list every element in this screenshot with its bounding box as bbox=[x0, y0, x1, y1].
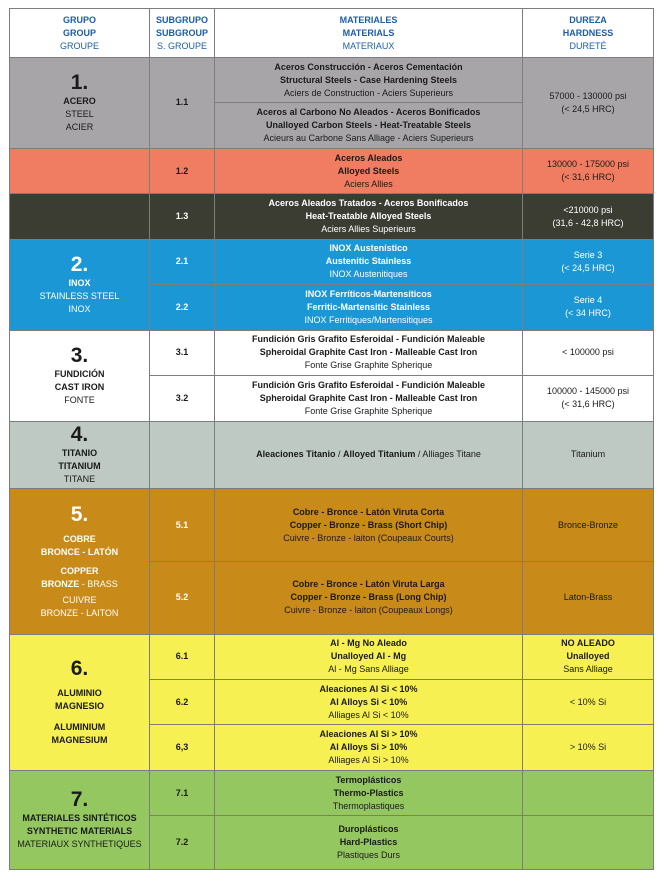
material-cell bbox=[215, 680, 523, 725]
group-cell-6 bbox=[10, 634, 150, 770]
header-subgroup-en: SUBGROUP bbox=[155, 27, 208, 38]
material-en: Alloyed Steels bbox=[337, 165, 400, 176]
group-name-fr: ACIER bbox=[65, 122, 94, 133]
material-fr: INOX Ferritiques/Martensitiques bbox=[304, 314, 433, 325]
subgroup-cell: 3.1 bbox=[150, 330, 215, 375]
hardness-value: NO ALEADO bbox=[561, 638, 615, 649]
material-es: Fundición Gris Grafito Esferoidal - Fundición Maleable bbox=[251, 334, 486, 345]
hardness-cell bbox=[523, 239, 654, 284]
material-en: Al Alloys Si < 10% bbox=[329, 696, 408, 707]
material-en: Austenitic Stainless bbox=[325, 256, 412, 267]
hardness-value: 130000 - 175000 psi bbox=[546, 159, 630, 170]
material-es: Aleaciones Titanio bbox=[256, 449, 336, 460]
header-subgroup-fr: S. GROUPE bbox=[156, 40, 207, 51]
header-row bbox=[10, 9, 654, 58]
header-materials-fr: MATERIAUX bbox=[342, 40, 395, 51]
material-cell bbox=[215, 816, 523, 870]
material-fr: Al - Mg Sans Alliage bbox=[328, 664, 409, 675]
hardness-cell bbox=[523, 816, 654, 870]
group-name-fr: INOX bbox=[68, 304, 91, 315]
subgroup-cell: 3.2 bbox=[150, 376, 215, 421]
hardness-value: Titanium bbox=[570, 449, 606, 460]
material-cell bbox=[215, 421, 523, 489]
material-fr: Alliages Al Si > 10% bbox=[328, 755, 409, 766]
material-fr: Alliages Al Si < 10% bbox=[328, 709, 409, 720]
subgroup-cell: 6.1 bbox=[150, 634, 215, 679]
table-row bbox=[10, 634, 654, 679]
group-number: 1. bbox=[70, 71, 89, 95]
material-es: INOX Austenístico bbox=[329, 243, 408, 254]
table-row bbox=[10, 770, 654, 815]
subgroup-cell: 1.2 bbox=[150, 148, 215, 193]
material-en: Al Alloys Si > 10% bbox=[329, 742, 408, 753]
material-cell bbox=[215, 285, 523, 330]
material-fr: Plastiques Durs bbox=[336, 850, 401, 861]
material-cell bbox=[215, 330, 523, 375]
hardness-hrc: (< 31,6 HRC) bbox=[561, 399, 615, 410]
materials-table bbox=[9, 8, 654, 870]
group-cell-empty bbox=[10, 194, 150, 239]
hardness-cell bbox=[523, 725, 654, 770]
group-name-fr: MATERIAUX SYNTHETIQUES bbox=[17, 839, 142, 850]
header-hardness-es: DUREZA bbox=[569, 14, 607, 25]
hardness-hrc: (< 31,6 HRC) bbox=[561, 172, 615, 183]
material-cell bbox=[215, 194, 523, 239]
group-name-es: ACERO bbox=[63, 96, 96, 107]
material-fr: Fonte Grise Graphite Spherique bbox=[304, 360, 433, 371]
material-fr: Cuivre - Bronze - laiton (Coupeaux Courts) bbox=[283, 532, 454, 543]
material-cell bbox=[215, 561, 523, 634]
hardness-cell bbox=[523, 58, 654, 149]
subgroup-cell: 6.2 bbox=[150, 680, 215, 725]
material-en: Hard-Plastics bbox=[339, 837, 398, 848]
hardness-cell bbox=[523, 194, 654, 239]
material-es: Duroplásticos bbox=[338, 824, 399, 835]
group-cell-1 bbox=[10, 58, 150, 149]
hardness-value: <210000 psi bbox=[563, 204, 613, 215]
hardness-fr: Sans Alliage bbox=[563, 664, 613, 675]
material-en: Alloyed Titanium bbox=[342, 449, 416, 460]
table-row bbox=[10, 148, 654, 193]
hardness-cell bbox=[523, 489, 654, 562]
header-group bbox=[10, 9, 150, 58]
group-cell-empty bbox=[10, 148, 150, 193]
material-cell bbox=[215, 725, 523, 770]
group-name-en-2: MAGNESIUM bbox=[51, 735, 108, 746]
group-cell-3 bbox=[10, 330, 150, 421]
subgroup-cell bbox=[150, 421, 215, 489]
header-group-en: GROUP bbox=[62, 27, 96, 38]
group-name-fr: CUIVRE bbox=[62, 594, 97, 605]
group-name-es-2: BRONCE - LATÓN bbox=[40, 546, 119, 557]
hardness-cell bbox=[523, 330, 654, 375]
material-es: Aleaciones Al Si > 10% bbox=[319, 729, 418, 740]
group-number: 4. bbox=[70, 423, 89, 447]
hardness-value: Laton-Brass bbox=[563, 592, 613, 603]
group-name-en: STAINLESS STEEL bbox=[39, 291, 120, 302]
hardness-hrc: (< 24,5 HRC) bbox=[561, 103, 615, 114]
hardness-cell bbox=[523, 421, 654, 489]
material-cell bbox=[215, 634, 523, 679]
material-en: Ferritic-Martensitic Stainless bbox=[306, 301, 431, 312]
hardness-cell bbox=[523, 634, 654, 679]
hardness-cell bbox=[523, 285, 654, 330]
group-name-en: STEEL bbox=[65, 109, 94, 120]
group-name-en-3: - BRASS bbox=[79, 578, 118, 589]
group-name-es: FUNDICIÓN bbox=[54, 369, 105, 380]
header-materials bbox=[215, 9, 523, 58]
group-number: 6. bbox=[70, 657, 89, 681]
material-es: Aceros Construcción - Aceros Cementación bbox=[274, 61, 463, 72]
group-name-en: ALUMINIUM bbox=[53, 722, 106, 733]
material-en: Spheroidal Graphite Cast Iron - Malleable Cast Iron bbox=[259, 392, 478, 403]
header-subgroup bbox=[150, 9, 215, 58]
table-row bbox=[10, 194, 654, 239]
material-es: Aceros al Carbono No Aleados - Aceros Bonificados bbox=[256, 107, 481, 118]
material-fr: Acieurs au Carbone Sans Alliage - Aciers Superieurs bbox=[263, 133, 474, 144]
material-es: Fundición Gris Grafito Esferoidal - Fundición Maleable bbox=[251, 379, 486, 390]
hardness-value: < 10% Si bbox=[569, 696, 607, 707]
group-number: 7. bbox=[70, 788, 89, 812]
group-number: 5. bbox=[70, 502, 89, 526]
group-name-en: CAST IRON bbox=[54, 382, 105, 393]
group-cell-4 bbox=[10, 421, 150, 489]
header-hardness bbox=[523, 9, 654, 58]
material-es: Al - Mg No Aleado bbox=[330, 638, 407, 649]
group-name-en: SYNTHETIC MATERIALS bbox=[26, 826, 133, 837]
table-row bbox=[10, 239, 654, 284]
material-fr: Cuivre - Bronze - laiton (Coupeaux Longs) bbox=[284, 605, 453, 616]
hardness-value: Serie 3 bbox=[573, 249, 603, 260]
hardness-cell bbox=[523, 376, 654, 421]
group-name-en-2: BRONZE bbox=[41, 578, 80, 589]
subgroup-cell: 2.1 bbox=[150, 239, 215, 284]
material-fr: INOX Austenitiques bbox=[329, 269, 408, 280]
header-group-fr: GROUPE bbox=[59, 40, 99, 51]
material-fr: Aciers de Construction - Aciers Superieurs bbox=[283, 87, 454, 98]
material-fr: Aciers Allies bbox=[344, 178, 393, 189]
subgroup-cell: 1.3 bbox=[150, 194, 215, 239]
subgroup-cell: 6,3 bbox=[150, 725, 215, 770]
material-en: Structural Steels - Case Hardening Steels bbox=[279, 74, 458, 85]
material-cell bbox=[215, 376, 523, 421]
material-separator: / bbox=[335, 449, 343, 460]
material-fr: Thermoplastiques bbox=[332, 800, 405, 811]
hardness-cell bbox=[523, 561, 654, 634]
hardness-hrc: (< 34 HRC) bbox=[565, 308, 611, 319]
group-name-en: COPPER bbox=[60, 565, 99, 576]
material-cell bbox=[215, 489, 523, 562]
subgroup-cell: 2.2 bbox=[150, 285, 215, 330]
material-en: Unalloyed Al - Mg bbox=[330, 651, 407, 662]
group-name-es: MATERIALES SINTÉTICOS bbox=[22, 813, 137, 824]
group-name-fr-2: BRONZE - LAITON bbox=[40, 607, 119, 618]
material-en: Unalloyed Carbon Steels - Heat-Treatable Steels bbox=[265, 120, 472, 131]
material-es: Cobre - Bronce - Latón Viruta Corta bbox=[292, 506, 445, 517]
group-cell-5 bbox=[10, 489, 150, 634]
material-cell bbox=[215, 58, 523, 103]
subgroup-cell: 5.1 bbox=[150, 489, 215, 562]
subgroup-cell: 7.1 bbox=[150, 770, 215, 815]
subgroup-cell: 7.2 bbox=[150, 816, 215, 870]
hardness-value: Bronce-Bronze bbox=[557, 519, 619, 530]
material-cell bbox=[215, 148, 523, 193]
material-es: Cobre - Bronce - Latón Viruta Larga bbox=[292, 579, 445, 590]
header-hardness-fr: DURETÉ bbox=[569, 40, 607, 51]
group-name-es: ALUMINIO bbox=[57, 688, 102, 699]
material-en: Heat-Treatable Alloyed Steels bbox=[305, 211, 432, 222]
material-es: Aceros Aleados Tratados - Aceros Bonificados bbox=[268, 198, 469, 209]
material-en: Copper - Bronze - Brass (Long Chip) bbox=[290, 592, 447, 603]
hardness-value: > 10% Si bbox=[569, 742, 607, 753]
material-cell bbox=[215, 103, 523, 148]
group-name-es: COBRE bbox=[63, 533, 96, 544]
header-hardness-en: HARDNESS bbox=[562, 27, 614, 38]
hardness-value: 57000 - 130000 psi bbox=[549, 90, 627, 101]
material-cell bbox=[215, 239, 523, 284]
table-row bbox=[10, 330, 654, 375]
material-es: INOX Ferríticos-Martensíticos bbox=[305, 288, 432, 299]
group-number: 3. bbox=[70, 344, 89, 368]
header-subgroup-es: SUBGRUPO bbox=[155, 14, 208, 25]
material-en: Spheroidal Graphite Cast Iron - Malleable Cast Iron bbox=[259, 347, 478, 358]
group-number: 2. bbox=[70, 253, 89, 277]
header-materials-en: MATERIALS bbox=[342, 27, 395, 38]
hardness-value: 100000 - 145000 psi bbox=[546, 386, 630, 397]
table-row bbox=[10, 421, 654, 489]
group-name-fr: TITANE bbox=[63, 474, 96, 485]
group-name-fr: FONTE bbox=[64, 395, 95, 406]
material-fr: / Alliages Titane bbox=[415, 449, 481, 460]
group-name-es: INOX bbox=[68, 278, 91, 289]
header-group-es: GRUPO bbox=[62, 14, 96, 25]
group-name-es: TITANIO bbox=[61, 448, 98, 459]
hardness-cell bbox=[523, 148, 654, 193]
header-materials-es: MATERIALES bbox=[339, 14, 398, 25]
material-es: Termoplásticos bbox=[335, 774, 402, 785]
subgroup-cell: 5.2 bbox=[150, 561, 215, 634]
material-es: Aceros Aleados bbox=[334, 152, 403, 163]
material-en: Thermo-Plastics bbox=[333, 787, 404, 798]
table-row bbox=[10, 58, 654, 103]
material-es: Aleaciones Al Si < 10% bbox=[319, 683, 418, 694]
group-cell-7 bbox=[10, 770, 150, 869]
material-cell bbox=[215, 770, 523, 815]
group-cell-2 bbox=[10, 239, 150, 330]
table-row bbox=[10, 489, 654, 562]
hardness-cell bbox=[523, 770, 654, 815]
hardness-value: Serie 4 bbox=[573, 295, 603, 306]
hardness-en: Unalloyed bbox=[566, 651, 610, 662]
hardness-hrc: (31,6 - 42,8 HRC) bbox=[552, 217, 624, 228]
hardness-hrc: (< 24,5 HRC) bbox=[561, 262, 615, 273]
hardness-cell bbox=[523, 680, 654, 725]
group-name-es-2: MAGNESIO bbox=[54, 701, 104, 712]
material-fr: Aciers Allies Superieurs bbox=[321, 224, 416, 235]
group-name-en: TITANIUM bbox=[58, 461, 101, 472]
material-fr: Fonte Grise Graphite Spherique bbox=[304, 405, 433, 416]
material-en: Copper - Bronze - Brass (Short Chip) bbox=[289, 519, 448, 530]
hardness-value: < 100000 psi bbox=[562, 347, 614, 358]
subgroup-cell: 1.1 bbox=[150, 58, 215, 149]
